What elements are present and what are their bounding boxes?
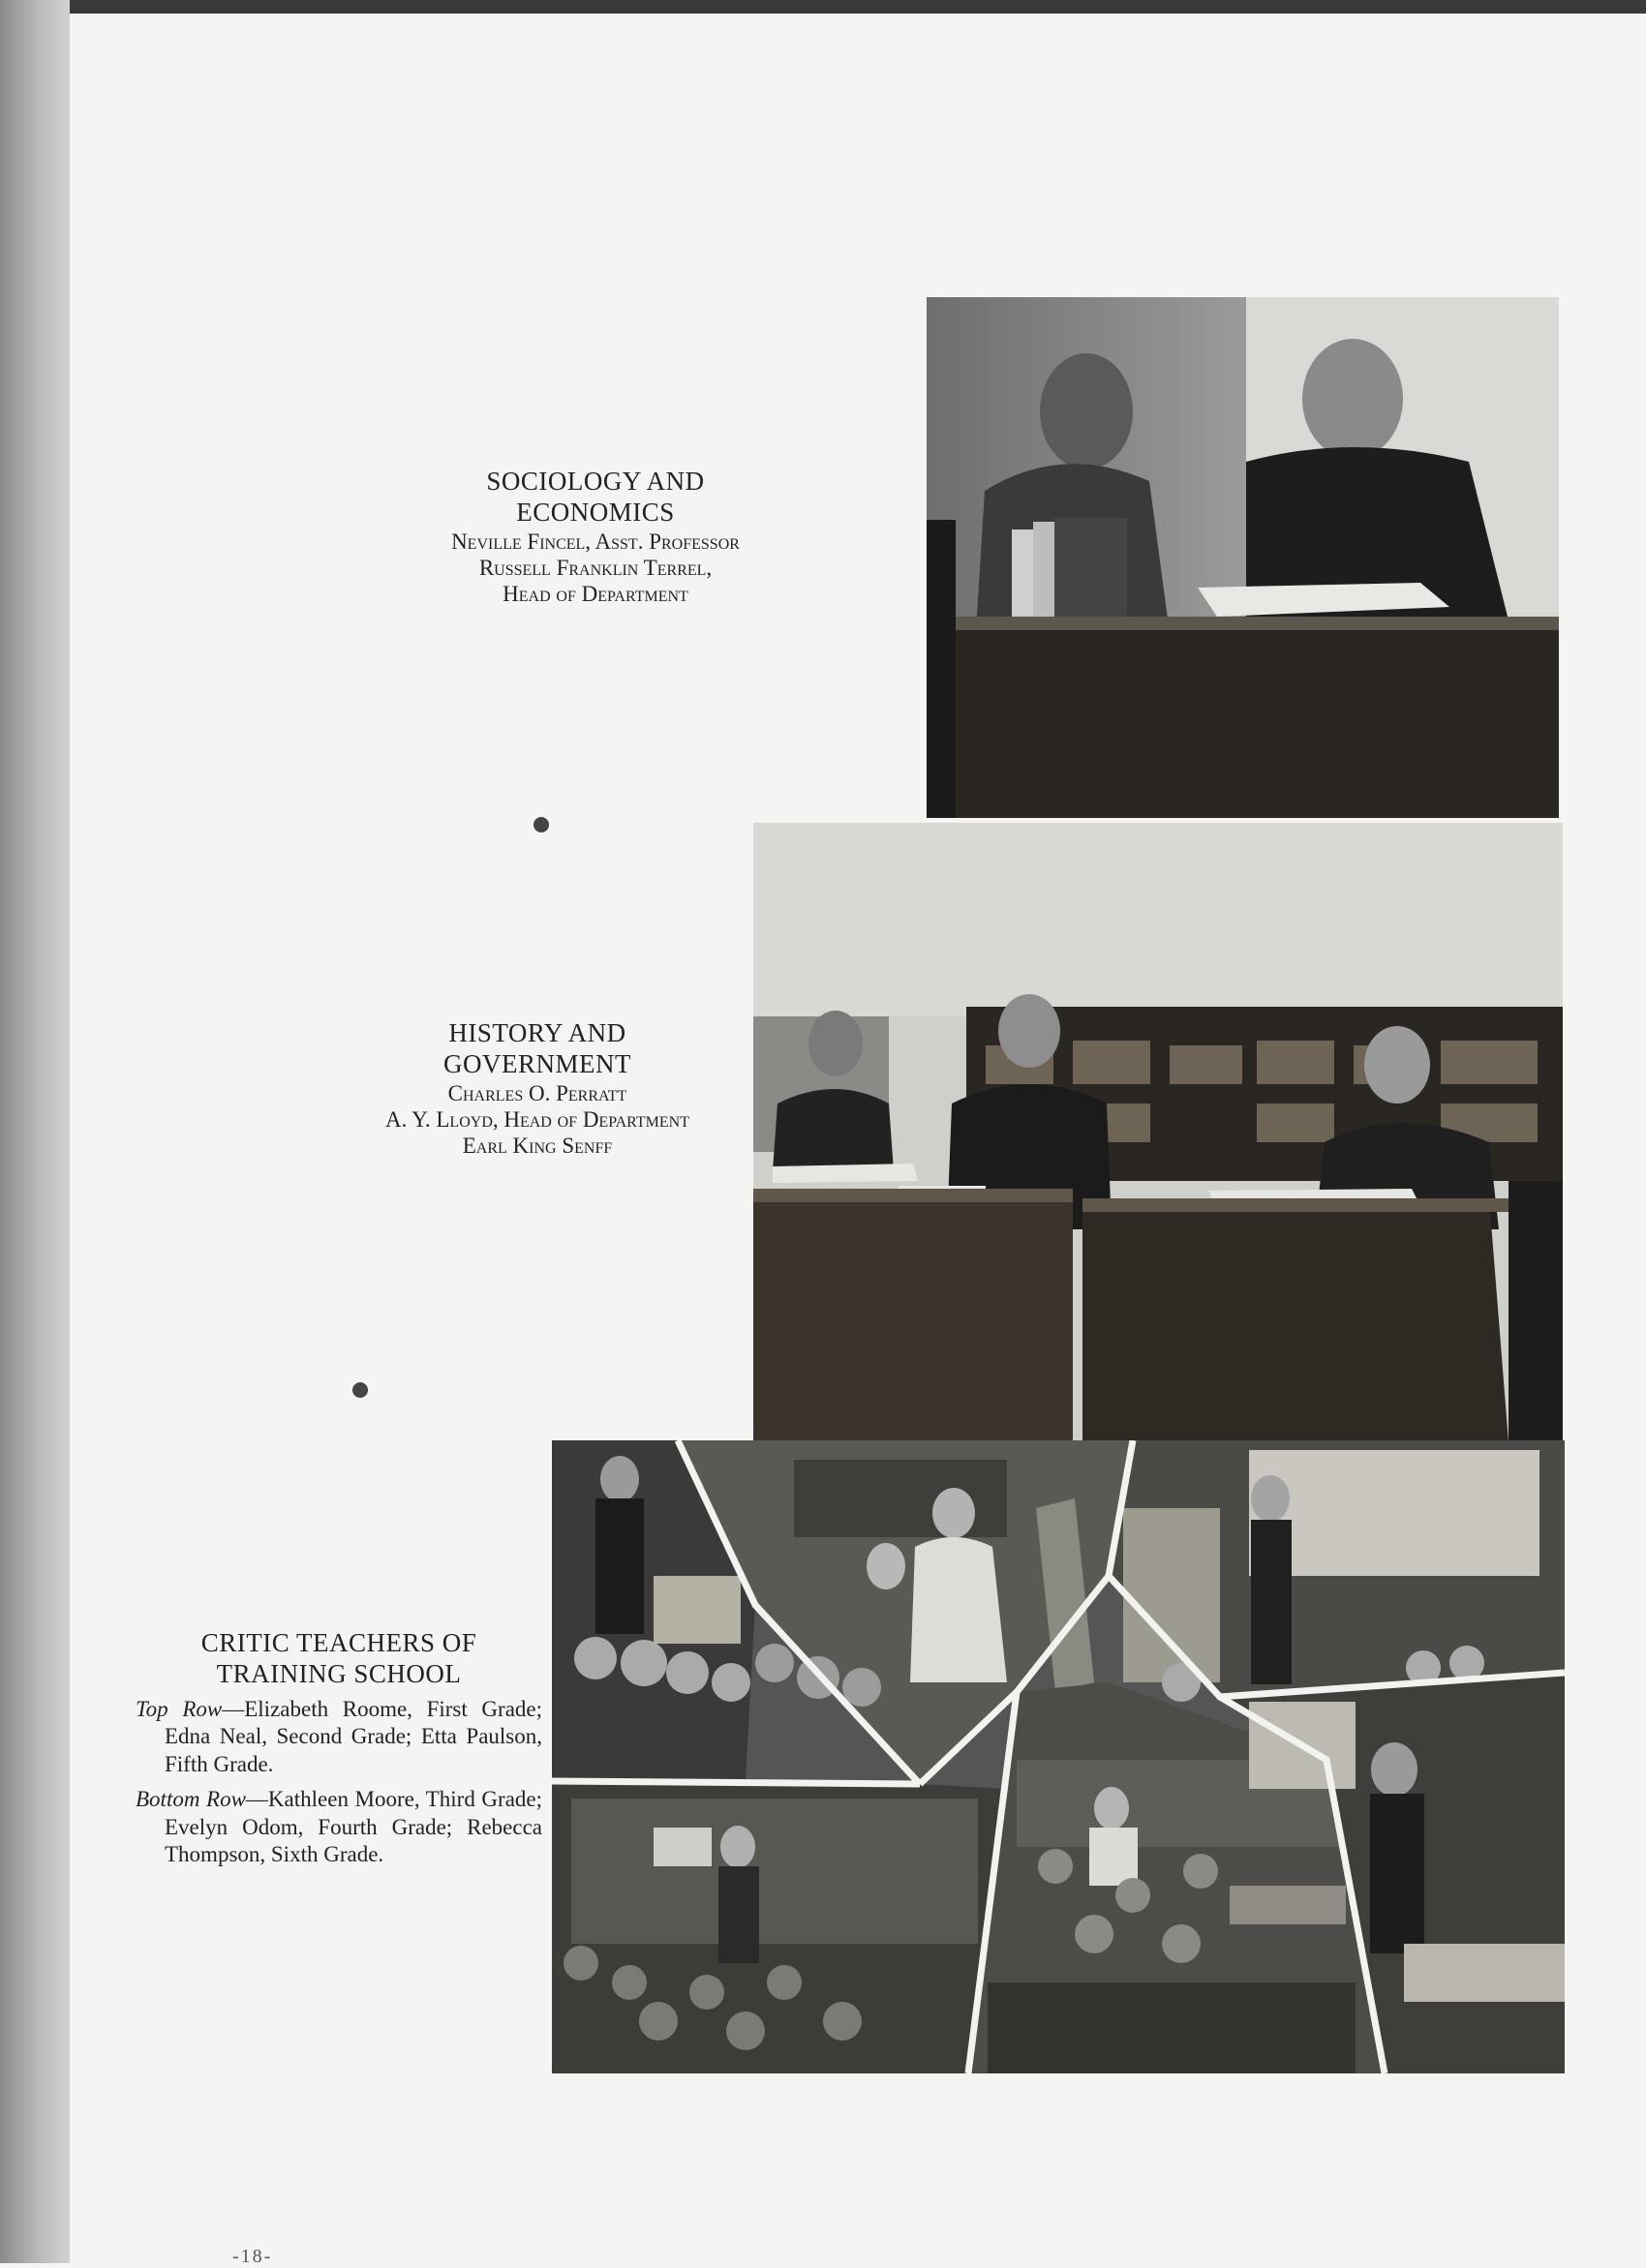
sociology-section-caption [349,467,842,607]
bottom-row-names: —Kathleen Moore, Third Grade; Evelyn Odom, Fourth Grade; Rebecca Thompson, Sixth Grade. [165,1787,542,1867]
critic-teachers-section-caption [136,1628,542,1877]
history-name-3: Earl King Senff [462,1133,613,1158]
history-heading-line2: GOVERNMENT [443,1048,631,1078]
history-heading-line1: HISTORY AND [448,1018,626,1047]
page-spine-shadow [0,0,70,2263]
top-row-caption [136,1696,542,1779]
sociology-heading-line1: SOCIOLOGY AND [486,467,705,496]
critic-heading-line2: TRAINING SCHOOL [216,1658,462,1688]
sociology-faculty-photo [927,297,1559,818]
bottom-row-label: Bottom Row [136,1787,246,1812]
history-section-caption [290,1018,784,1159]
page-number: -18- [232,2246,273,2267]
critic-teachers-photo-collage [552,1440,1565,2073]
sociology-name-3: Head of Department [503,581,688,606]
scan-speck [352,1382,368,1398]
critic-heading-line1: CRITIC TEACHERS OF [200,1628,477,1657]
critic-teachers-list [136,1696,542,1869]
bottom-row-caption [136,1786,542,1869]
top-row-label: Top Row [136,1696,223,1721]
sociology-heading-line2: ECONOMICS [516,497,675,527]
sociology-name-2: Russell Franklin Terrel, [478,555,713,580]
scan-speck [533,817,549,832]
top-row-names: —Elizabeth Roome, First Grade; Edna Neal, Second Grade; Etta Paulson, Fifth Grade. [165,1696,542,1776]
history-name-2: A. Y. Lloyd, Head of Department [384,1106,689,1132]
sociology-name-1: Neville Fincel, Asst. Professor [451,529,740,554]
history-faculty-photo [753,823,1563,1442]
history-name-1: Charles O. Perratt [447,1080,627,1105]
scan-top-edge [0,0,1646,14]
